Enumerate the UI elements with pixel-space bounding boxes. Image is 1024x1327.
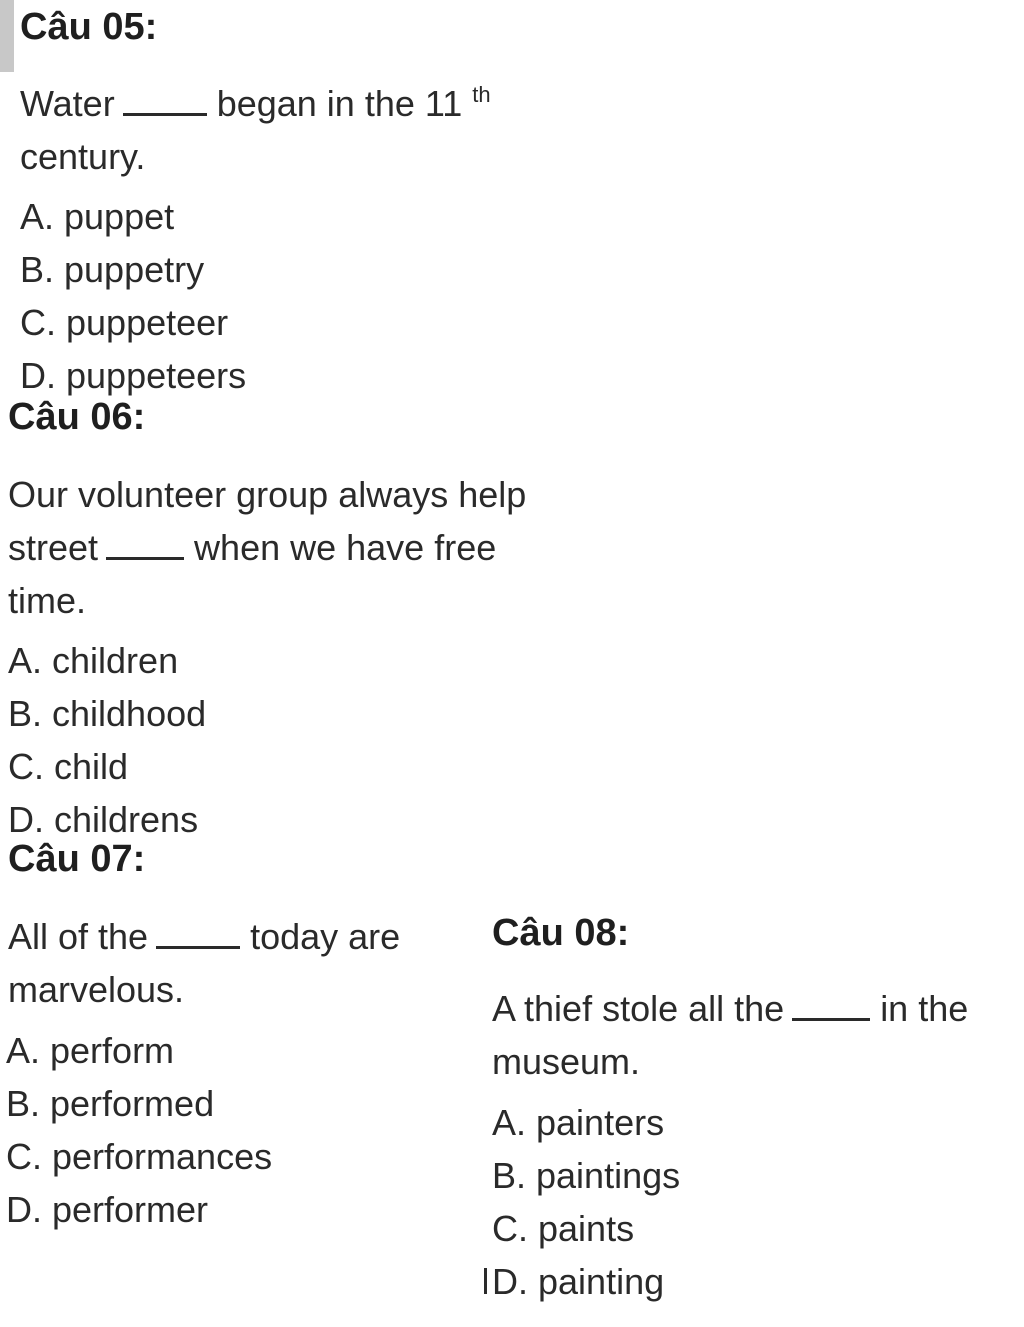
answer-blank bbox=[792, 1017, 870, 1021]
question-07-stem-line-1 bbox=[8, 916, 400, 958]
stem-text-before: street bbox=[8, 527, 99, 568]
question-06-stem-line-2 bbox=[8, 527, 496, 569]
question-05-stem-line-1 bbox=[20, 82, 491, 125]
question-06-stem-line-3: time. bbox=[8, 580, 87, 621]
question-06-option-a[interactable]: A. children bbox=[8, 640, 179, 681]
left-margin-bar bbox=[0, 0, 14, 72]
question-05-option-c[interactable]: C. puppeteer bbox=[20, 302, 229, 343]
question-06-stem-line-1: Our volunteer group always help bbox=[8, 474, 527, 515]
stem-text-after: in the bbox=[880, 988, 969, 1029]
question-07-option-d[interactable]: D. performer bbox=[6, 1189, 209, 1230]
question-07-heading: Câu 07: bbox=[8, 838, 146, 880]
question-07-stem-line-2: marvelous. bbox=[8, 969, 185, 1010]
question-08-heading: Câu 08: bbox=[492, 912, 630, 954]
question-08-stem-line-2: museum. bbox=[492, 1041, 641, 1082]
question-06-heading: Câu 06: bbox=[8, 396, 146, 438]
ordinal-suffix: th bbox=[472, 82, 491, 107]
stem-text-after: when we have free bbox=[194, 527, 497, 568]
question-05-option-d[interactable]: D. puppeteers bbox=[20, 355, 247, 396]
question-07-option-a[interactable]: A. perform bbox=[6, 1030, 175, 1071]
question-08-option-d[interactable]: D. painting bbox=[492, 1261, 665, 1302]
selection-mark bbox=[484, 1268, 487, 1294]
question-06-option-b[interactable]: B. childhood bbox=[8, 693, 207, 734]
stem-text-before: A thief stole all the bbox=[492, 988, 785, 1029]
question-08-stem-line-1 bbox=[492, 988, 968, 1030]
answer-blank bbox=[106, 556, 184, 560]
question-06-option-c[interactable]: C. child bbox=[8, 746, 129, 787]
question-08-option-a[interactable]: A. painters bbox=[492, 1102, 665, 1143]
question-05-option-a[interactable]: A. puppet bbox=[20, 196, 175, 237]
stem-text-after: began in the 11 bbox=[216, 83, 463, 124]
question-05-stem-line-2: century. bbox=[20, 136, 146, 177]
question-05-option-b[interactable]: B. puppetry bbox=[20, 249, 205, 290]
stem-text-before: All of the bbox=[8, 916, 149, 957]
question-07-option-c[interactable]: C. performances bbox=[6, 1136, 273, 1177]
stem-text-before: Water bbox=[20, 83, 115, 124]
stem-text-after: today are bbox=[250, 916, 401, 957]
question-06-option-d[interactable]: D. childrens bbox=[8, 799, 199, 840]
question-07-option-b[interactable]: B. performed bbox=[6, 1083, 215, 1124]
question-05-heading: Câu 05: bbox=[20, 6, 158, 48]
answer-blank bbox=[123, 112, 207, 116]
question-08-option-c[interactable]: C. paints bbox=[492, 1208, 635, 1249]
question-08-option-b[interactable]: B. paintings bbox=[492, 1155, 681, 1196]
answer-blank bbox=[156, 945, 240, 949]
